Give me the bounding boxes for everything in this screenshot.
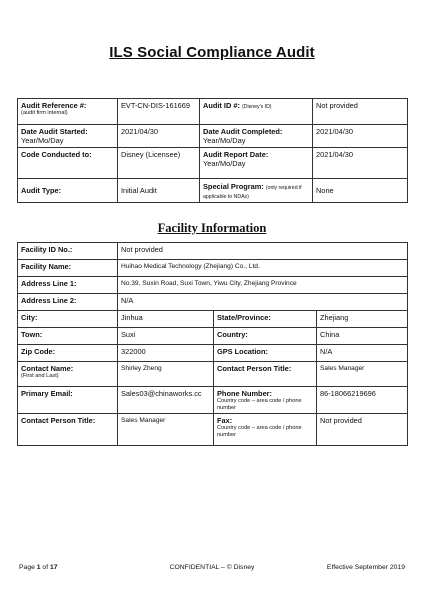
facility-city-label: City: (18, 311, 118, 328)
audit-started-label-cell (18, 125, 118, 148)
facility-title2-value: Sales Manager (118, 414, 214, 446)
facility-gps-label: GPS Location: (214, 345, 317, 362)
footer-page-of: of (40, 564, 50, 571)
facility-addr1-value: No.39, Suxin Road, Suxi Town, Yiwu City, Zhejiang Province (118, 277, 408, 294)
audit-row-type (18, 179, 408, 203)
facility-town-value: Suxi (118, 328, 214, 345)
facility-fax-label-cell (214, 414, 317, 446)
audit-type-value: Initial Audit (118, 179, 200, 203)
audit-type-label: Audit Type: (18, 179, 118, 203)
facility-contact-sub: (First and Last) (21, 373, 59, 379)
audit-completed-format: Year/Mo/Day (203, 136, 246, 145)
footer-page-total: 17 (50, 564, 58, 571)
facility-email-value: Sales03@chinaworks.cc (118, 387, 214, 414)
facility-name-value: Huihao Medical Technology (Zhejiang) Co., Ltd. (118, 260, 408, 277)
audit-report-format: Year/Mo/Day (203, 159, 246, 168)
facility-row-email (18, 387, 408, 414)
audit-program-sub: (only required if applicable to NDAs) (203, 184, 302, 200)
footer-page-current: 1 (36, 564, 41, 571)
facility-row-name (18, 260, 408, 277)
audit-row-dates (18, 125, 408, 148)
facility-fax-sub: Country code – area code / phone number (217, 425, 302, 438)
facility-city-value: Jinhua (118, 311, 214, 328)
facility-state-label: State/Province: (214, 311, 317, 328)
facility-section-title: Facility Information (157, 221, 267, 235)
facility-row-addr2 (18, 294, 408, 311)
audit-id-sub: (Disney's ID) (242, 104, 272, 110)
facility-contact-value: Shirley Zheng (118, 362, 214, 387)
facility-row-zip (18, 345, 408, 362)
audit-report-value: 2021/04/30 (313, 148, 408, 179)
facility-row-town (18, 328, 408, 345)
facility-fax-value: Not provided (317, 414, 408, 446)
facility-country-label: Country: (214, 328, 317, 345)
document-title: ILS Social Compliance Audit (109, 44, 315, 61)
facility-phone-sub: Country code – area code / phone number (217, 398, 302, 411)
facility-contact-label: Contact Name: (21, 364, 74, 373)
audit-report-label-cell (200, 148, 313, 179)
facility-contact-title-label: Contact Person Title: (214, 362, 317, 387)
facility-phone-label-cell (214, 387, 317, 414)
facility-row-id (18, 243, 408, 260)
facility-addr1-label: Address Line 1: (18, 277, 118, 294)
audit-program-value: None (313, 179, 408, 203)
audit-program-label: Special Program: (203, 181, 264, 191)
facility-zip-value: 322000 (118, 345, 214, 362)
facility-row-title2 (18, 414, 408, 446)
audit-row-reference (18, 99, 408, 125)
facility-town-label: Town: (18, 328, 118, 345)
facility-phone-label: Phone Number: (217, 389, 273, 398)
facility-contact-title-value: Sales Manager (317, 362, 408, 387)
facility-row-contact (18, 362, 408, 387)
facility-row-city (18, 311, 408, 328)
facility-info-table (17, 242, 408, 446)
audit-ref-sub: (audit firm internal) (21, 110, 68, 116)
audit-started-format: Year/Mo/Day (21, 136, 64, 145)
audit-id-label-cell (200, 99, 313, 125)
audit-info-table (17, 98, 408, 203)
footer-confidential: CONFIDENTIAL – © Disney (169, 564, 255, 571)
facility-gps-value: N/A (317, 345, 408, 362)
facility-name-label: Facility Name: (18, 260, 118, 277)
footer-effective-date: Effective September 2019 (326, 564, 405, 571)
audit-started-label: Date Audit Started: (21, 127, 88, 136)
audit-report-label: Audit Report Date: (203, 150, 269, 159)
audit-program-label-cell (200, 179, 313, 203)
audit-ref-label-cell (18, 99, 118, 125)
facility-id-label: Facility ID No.: (18, 243, 118, 260)
audit-completed-label-cell (200, 125, 313, 148)
facility-state-value: Zhejiang (317, 311, 408, 328)
facility-zip-label: Zip Code: (18, 345, 118, 362)
facility-addr2-label: Address Line 2: (18, 294, 118, 311)
audit-ref-value: EVT-CN-DIS-161669 (118, 99, 200, 125)
facility-country-value: China (317, 328, 408, 345)
facility-fax-label: Fax: (217, 416, 233, 425)
audit-started-value: 2021/04/30 (118, 125, 200, 148)
audit-id-value: Not provided (313, 99, 408, 125)
audit-row-conducted (18, 148, 408, 179)
facility-row-addr1 (18, 277, 408, 294)
audit-conducted-value: Disney (Licensee) (118, 148, 200, 179)
audit-ref-label: Audit Reference #: (21, 101, 87, 110)
audit-id-label: Audit ID #: (203, 101, 240, 110)
facility-addr2-value: N/A (118, 294, 408, 311)
audit-completed-value: 2021/04/30 (313, 125, 408, 148)
facility-contact-label-cell (18, 362, 118, 387)
footer-page-prefix: Page (19, 564, 37, 571)
facility-phone-value: 86-18066219696 (317, 387, 408, 414)
facility-email-label: Primary Email: (18, 387, 118, 414)
facility-title2-label: Contact Person Title: (18, 414, 118, 446)
audit-completed-label: Date Audit Completed: (203, 127, 283, 136)
facility-id-value: Not provided (118, 243, 408, 260)
audit-conducted-label: Code Conducted to: (18, 148, 118, 179)
